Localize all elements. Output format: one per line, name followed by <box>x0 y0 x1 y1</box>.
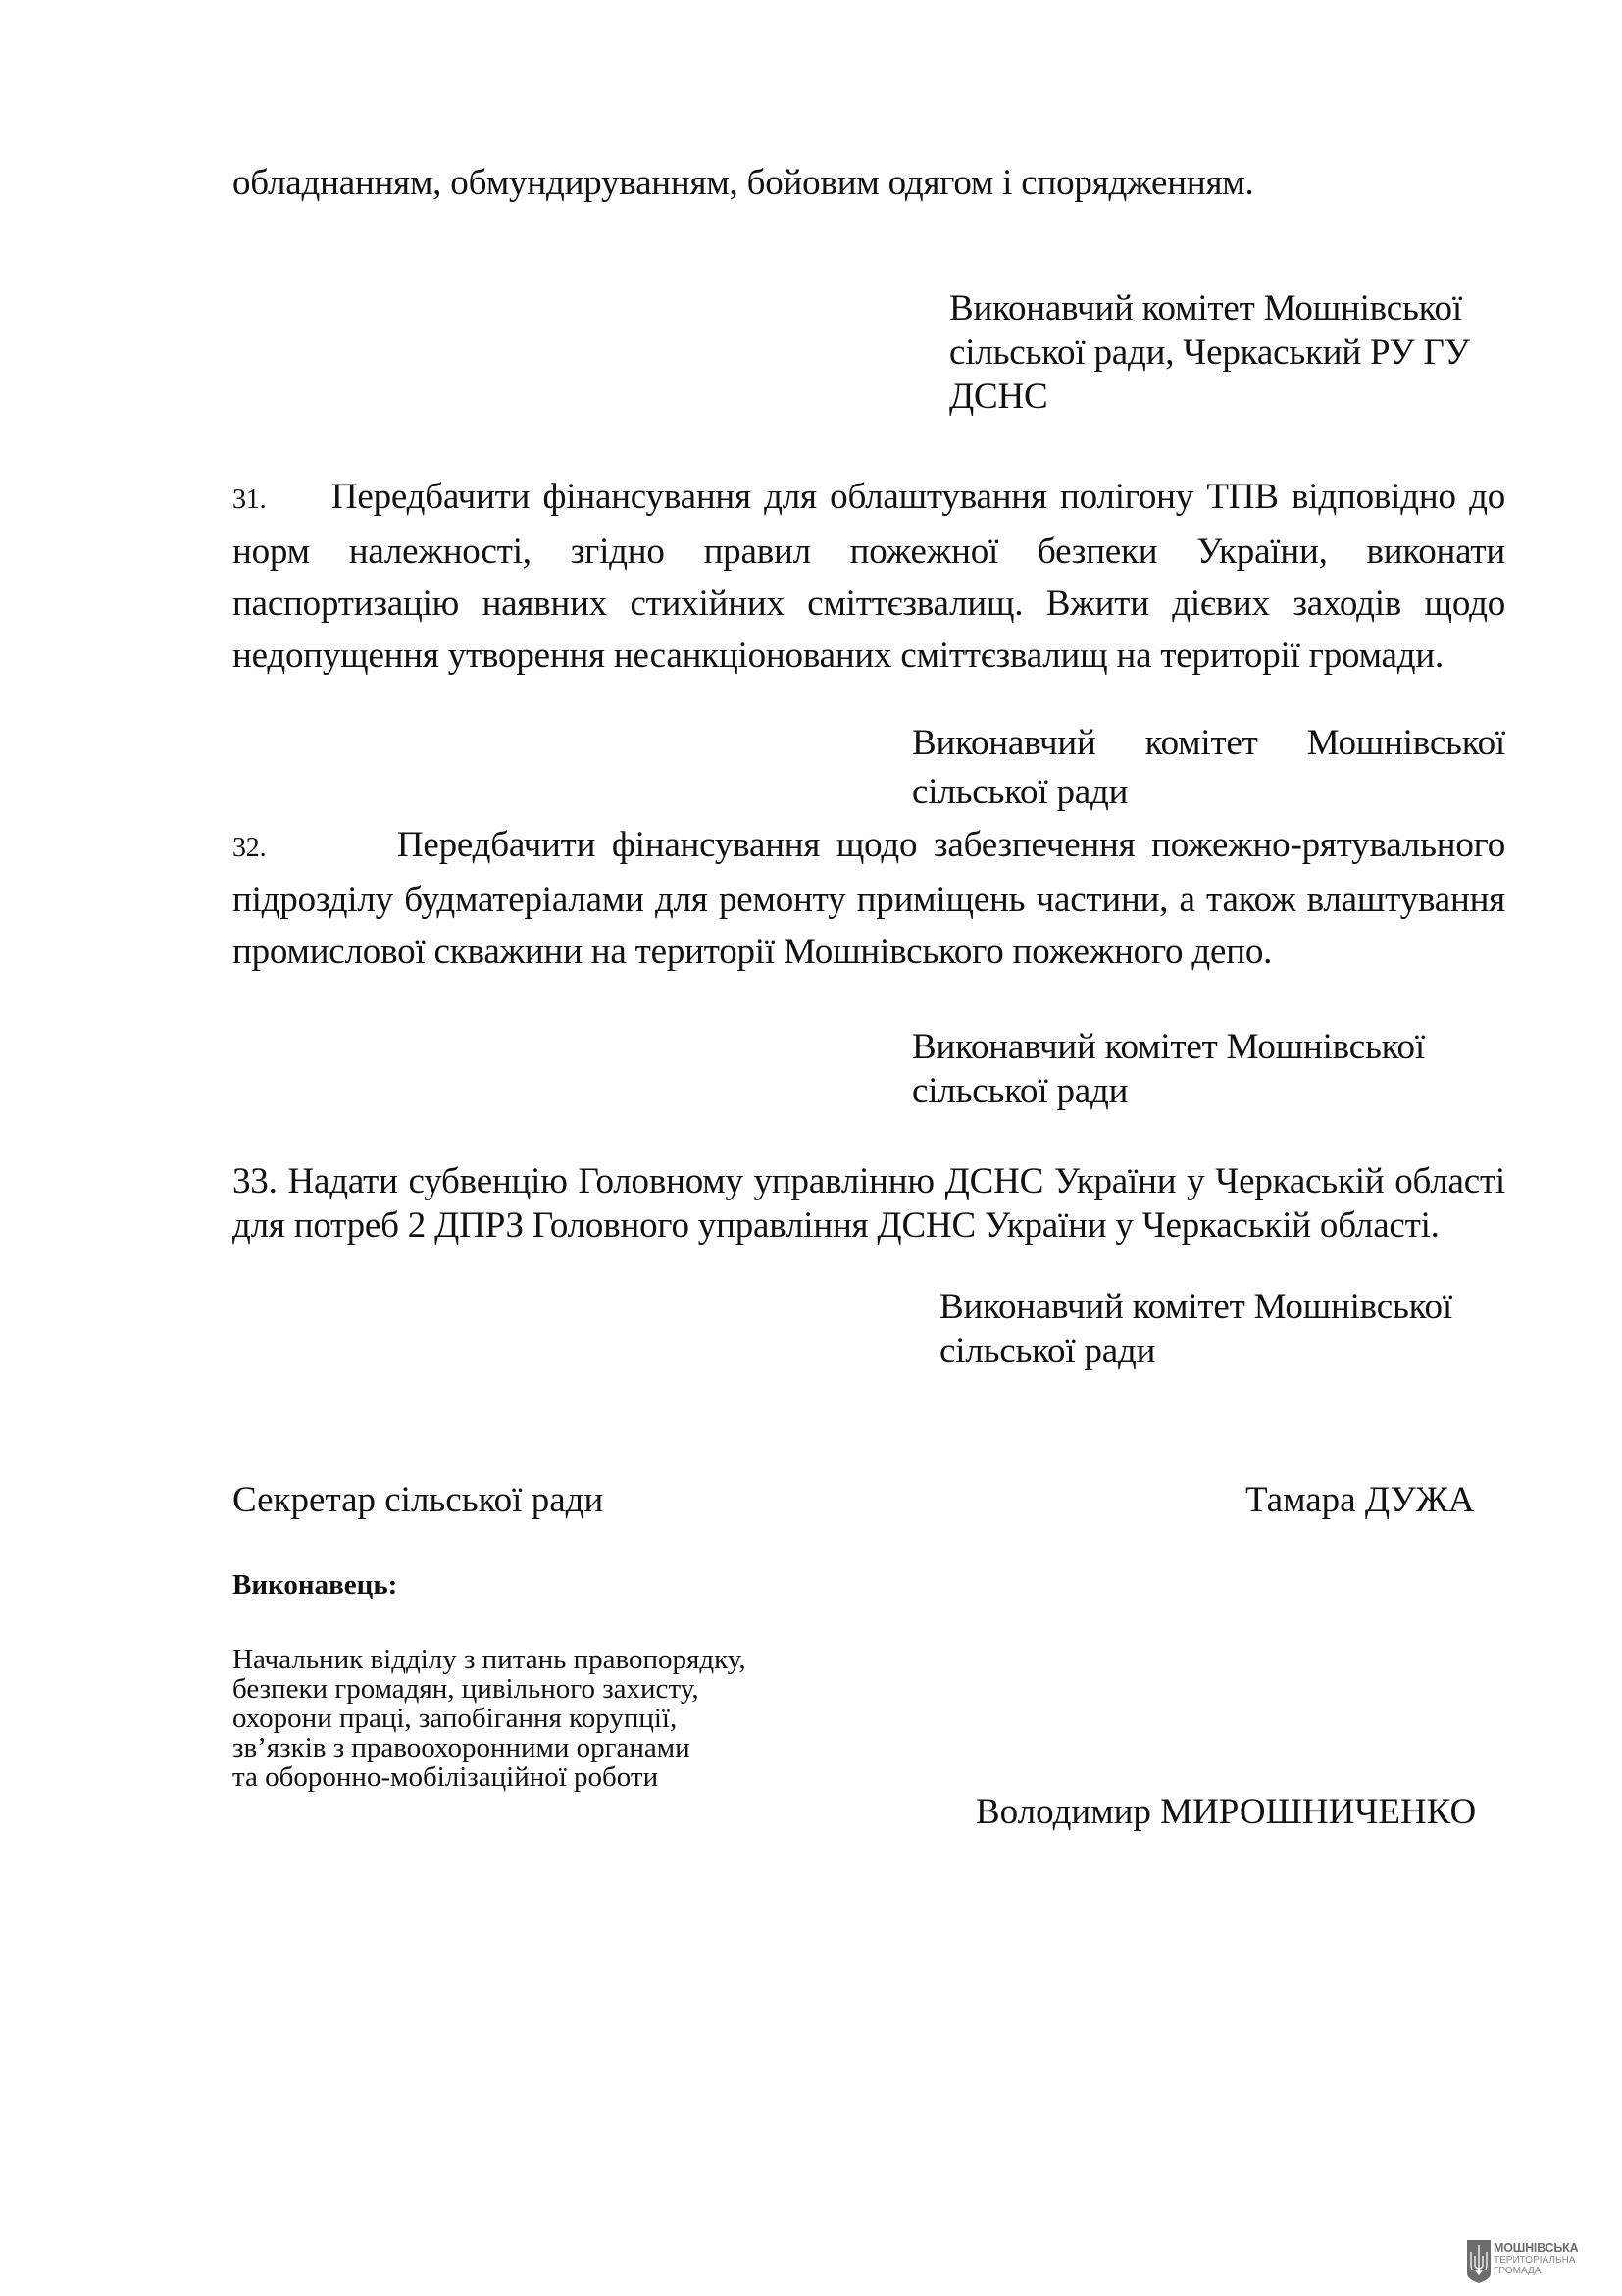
responsible-line: сільської ради <box>912 1071 1129 1111</box>
item-number: 31. <box>232 485 267 515</box>
logo-title: МОШНІВСЬКА <box>1494 2241 1579 2255</box>
executor-position-line: та оборонно-мобілізаційної роботи <box>232 1761 659 1793</box>
responsible-block <box>912 719 1505 817</box>
item-number: 33. <box>232 1161 278 1201</box>
item-text: Передбачити фінансування для облаштування полігону ТПВ відповідно до норм належності, згідно правил пожежної безпеки України, виконати паспортизацію наявних стихійних сміттєзвалищ. Вжити дієвих заходів щодо недопущення утворення несанкціонованих сміттєзвалищ на території громади. <box>232 477 1505 676</box>
item-text: Надати субвенцію Головному управлінню ДСНС України у Черкаській області для потреб 2 ДПРЗ Головного управління ДСНС України у Черкаській області. <box>232 1161 1505 1246</box>
item-31 <box>232 471 1505 682</box>
executor-name: Володимир МИРОШНИЧЕНКО <box>976 1792 1477 1832</box>
logo-subtitle: ГРОМАДА <box>1494 2266 1542 2276</box>
executor-position-line: безпеки громадян, цивільного захисту, <box>232 1673 699 1705</box>
responsible-block <box>939 1285 1528 1373</box>
responsible-line: сільської ради, Черкаський РУ ГУ <box>949 332 1470 373</box>
item-32 <box>232 819 1505 978</box>
responsible-line: сільської ради <box>939 1331 1156 1371</box>
responsible-line: Виконавчий комітет Мошнівської <box>939 1287 1452 1327</box>
executor-position-line: Начальник відділу з питань правопорядку, <box>232 1644 746 1675</box>
responsible-block <box>912 1025 1505 1113</box>
trident-shield-icon <box>1467 2240 1491 2283</box>
item-33 <box>232 1159 1505 1248</box>
logo-subtitle: ТЕРИТОРІАЛЬНА <box>1494 2255 1576 2266</box>
signature-name: Тамара ДУЖА <box>1245 1480 1475 1520</box>
item-number: 32. <box>232 833 267 863</box>
logo-text <box>1494 2241 1578 2276</box>
executor-position <box>232 1645 919 1792</box>
executor-position-line: зв’язків з правоохоронними органами <box>232 1732 690 1763</box>
executor-label: Виконавець: <box>232 1569 398 1601</box>
responsible-line: сільської ради <box>912 772 1129 812</box>
responsible-line: Виконавчий комітет Мошнівської <box>949 288 1462 329</box>
responsible-line: Виконавчий комітет Мошнівської <box>912 723 1505 763</box>
signature-role: Секретар сільської ради <box>232 1480 604 1520</box>
item-text: Передбачити фінансування щодо забезпечення пожежно-рятувального підрозділу будматеріалами для ремонту приміщень частини, а також влаштування промислової скважини на території Мошнівського пожежного депо. <box>232 825 1505 972</box>
executor-position-line: охорони праці, запобігання корупції, <box>232 1703 678 1734</box>
community-logo <box>1467 2240 1578 2283</box>
responsible-line: ДСНС <box>949 377 1048 417</box>
continuation-line: обладнанням, обмундируванням, бойовим одягом і спорядженням. <box>232 163 1254 203</box>
responsible-line: Виконавчий комітет Мошнівської <box>912 1027 1425 1067</box>
responsible-block <box>949 286 1508 419</box>
